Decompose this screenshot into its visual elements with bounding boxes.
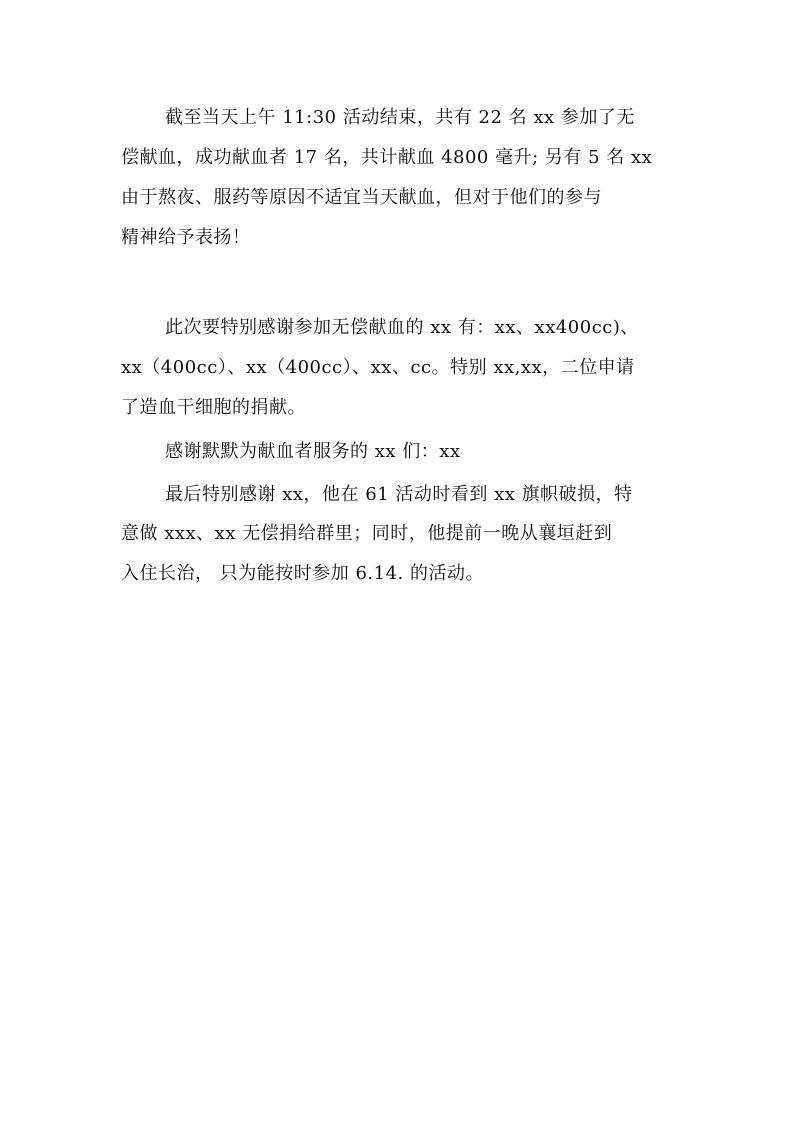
- paragraph-4-line-3: 入住长治， 只为能按时参加 6.14. 的活动。: [121, 563, 484, 584]
- paragraph-1-line-1: 截至当天上午 11:30 活动结束，共有 22 名 xx 参加了无: [165, 107, 635, 128]
- paragraph-4-line-2: 意做 xxx、xx 无偿捐给群里；同时，他提前一晚从襄垣赶到: [121, 523, 613, 544]
- paragraph-4-line-1: 最后特别感谢 xx，他在 61 活动时看到 xx 旗帜破损，特: [165, 484, 633, 505]
- paragraph-1-line-2: 偿献血，成功献血者 17 名，共计献血 4800 毫升; 另有 5 名 xx: [121, 147, 653, 168]
- paragraph-2-line-3: 了造血干细胞的捐献。: [121, 397, 306, 418]
- paragraph-3-line-1: 感谢默默为献血者服务的 xx 们：xx: [165, 441, 461, 462]
- paragraph-2-line-1: 此次要特别感谢参加无偿献血的 xx 有：xx、xx400cc)、: [165, 317, 639, 338]
- paragraph-2-line-2: xx（400cc）、xx（400cc）、xx、cc。特别 xx,xx，二位申请: [121, 357, 635, 378]
- paragraph-1-line-4: 精神给予表扬！: [121, 227, 251, 248]
- paragraph-1-line-3: 由于熬夜、服药等原因不适宜当天献血，但对于他们的参与: [121, 187, 602, 208]
